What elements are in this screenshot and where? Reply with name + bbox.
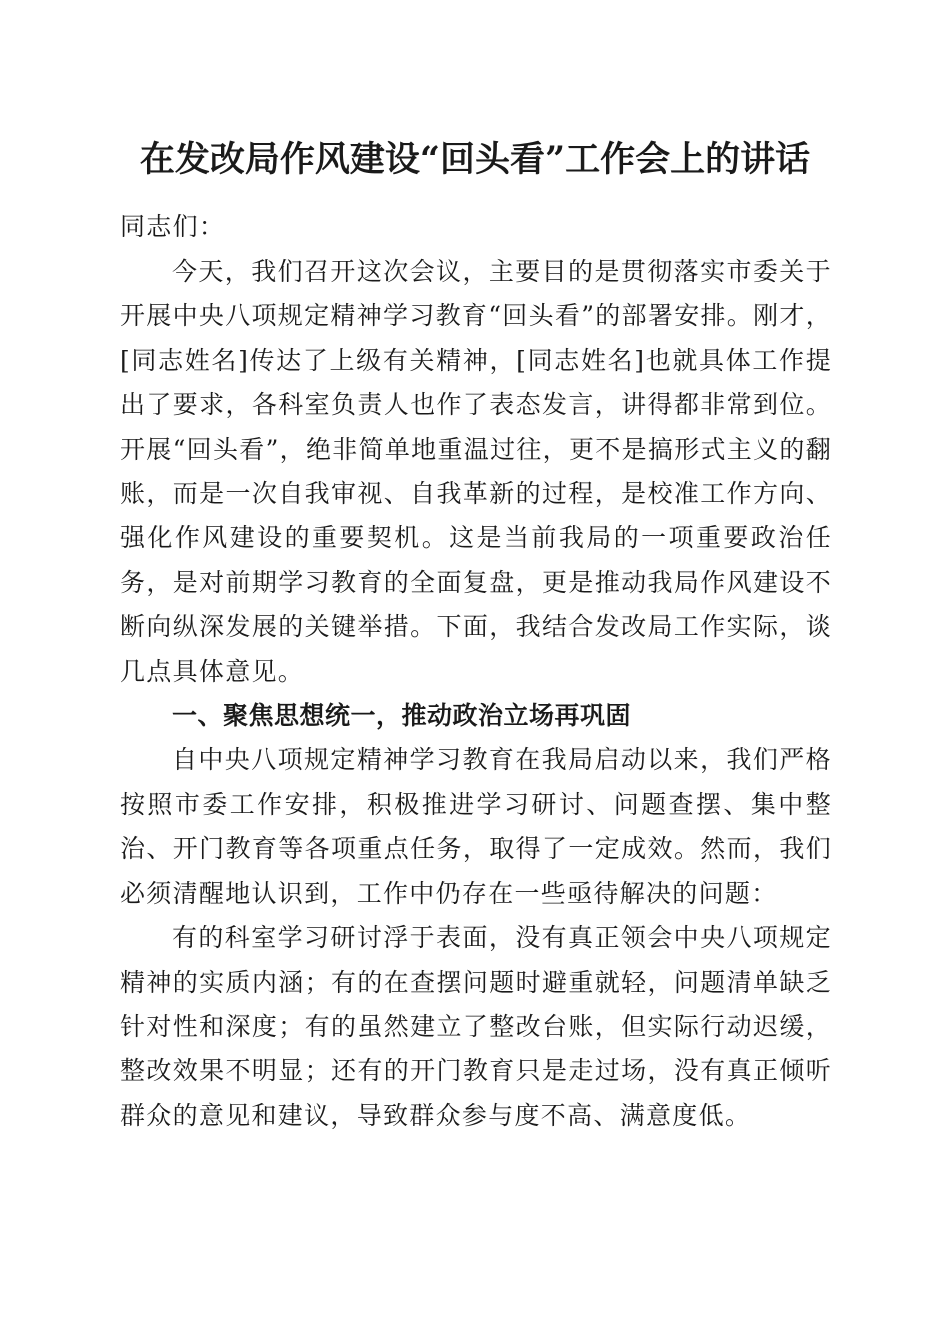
- section-heading: 一、聚焦思想统一，推动政治立场再巩固: [172, 701, 632, 731]
- salutation: 同志们：: [120, 212, 226, 241]
- document-body: [120, 250, 832, 1138]
- document-title: 在发改局作风建设“回头看”工作会上的讲话: [139, 139, 811, 180]
- section-paragraph-2: 有的科室学习研讨浮于表面，没有真正领会中央八项规定精神的实质内涵；有的在查摆问题时避重就轻，问题清单缺乏针对性和深度；有的虽然建立了整改台账，但实际行动迟缓，整改效果不明显；还有的开门教育只是走过场，没有真正倾听群众的意见和建议，导致群众参与度不高、满意度低。: [120, 923, 832, 1130]
- section-paragraph-1: 自中央八项规定精神学习教育在我局启动以来，我们严格按照市委工作安排，积极推进学习研讨、问题查摆、集中整治、开门教育等各项重点任务，取得了一定成效。然而，我们必须清醒地认识到，工作中仍存在一些亟待解决的问题：: [120, 745, 832, 908]
- intro-paragraph: 今天，我们召开这次会议，主要目的是贯彻落实市委关于开展中央八项规定精神学习教育“回头看”的部署安排。刚才，[同志姓名]传达了上级有关精神，[同志姓名]也就具体工作提出了要求，各科室负责人也作了表态发言，讲得都非常到位。开展“回头看”，绝非简单地重温过往，更不是搞形式主义的翻账，而是一次自我审视、自我革新的过程，是校准工作方向、强化作风建设的重要契机。这是当前我局的一项重要政治任务，是对前期学习教育的全面复盘，更是推动我局作风建设不断向纵深发展的关键举措。下面，我结合发改局工作实际，谈几点具体意见。: [120, 257, 832, 686]
